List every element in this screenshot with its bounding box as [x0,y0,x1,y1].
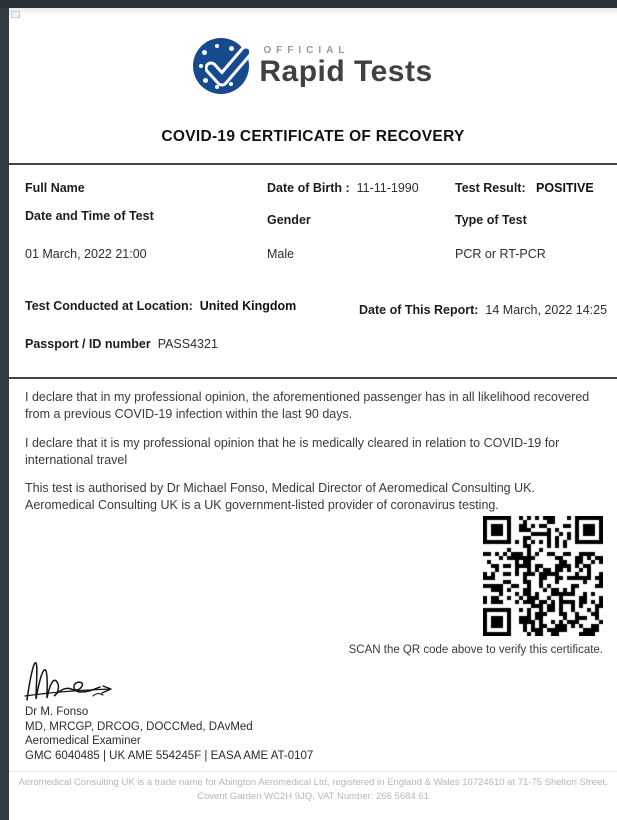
divider-middle [9,377,617,379]
divider-footer [9,771,617,772]
test-result-field [455,181,594,195]
report-date-field [359,303,607,317]
logo-official-label: OFFICIAL [263,45,350,56]
test-datetime-label: Date and Time of Test [25,209,154,223]
certificate-fields [9,165,617,377]
test-result-label: Test Result: [455,181,526,195]
logo-brand-label: Rapid Tests [259,55,433,88]
declarations [25,389,603,526]
footer [9,776,617,804]
qr-code [483,516,603,636]
gender-label: Gender [267,213,311,227]
check-icon [205,46,249,88]
date-of-birth-value: 11-11-1990 [356,181,419,195]
test-location-label: Test Conducted at Location: [25,299,193,313]
test-datetime-value: 01 March, 2022 21:00 [25,247,147,261]
type-of-test-label: Type of Test [455,213,527,227]
footer-line-1: Aeromedical Consulting UK is a trade name for Abington Aeromedical Ltd, registered in England & Wales 10724610 at 71-75 Shelton Street, [18,777,608,788]
report-date-value: 14 March, 2022 14:25 [485,303,608,317]
report-date-label: Date of This Report: [359,303,479,317]
signatory-registrations: GMC 6040485 | UK AME 554245F | EASA AME AT-0107 [25,749,314,762]
viewer-left-edge [0,0,9,820]
footer-line-2: Covent Garden WC2H 9JQ. VAT Number: 266 5684 61 [197,790,429,802]
test-location-value: United Kingdom [199,299,297,313]
viewer-corner-glyph [11,11,20,18]
full-name-label: Full Name [25,181,85,195]
signatory-role: Aeromedical Examiner [25,735,141,748]
passport-value: PASS4321 [157,337,218,351]
logo-text [259,45,432,87]
qr-caption: SCAN the QR code above to verify this certificate. [348,644,603,656]
certificate-title: COVID-19 CERTIFICATE OF RECOVERY [161,128,465,145]
passport-field [25,337,218,351]
date-of-birth-field [267,181,419,195]
test-result-value: POSITIVE [536,181,594,195]
signatory-block [25,706,313,764]
viewer-top-bar [0,0,617,8]
declaration-paragraph: I declare that in my professional opinion, the aforementioned passenger has in all likelihood recovered from a previous COVID-19 infection within the last 90 days. [25,390,590,422]
certificate-page [9,8,617,820]
passport-label: Passport / ID number [25,337,151,351]
signatory-qualifications: MD, MRCGP, DRCOG, DOCCMed, DAvMed [25,720,253,733]
virus-check-icon [193,38,249,94]
date-of-birth-label: Date of Birth : [267,181,350,195]
type-of-test-value: PCR or RT-PCR [455,247,546,261]
declaration-paragraph: I declare that it is my professional opinion that he is medically cleared in relation to COVID-19 for international travel [25,435,560,467]
gender-value: Male [267,247,295,261]
logo [9,38,617,94]
test-location-field [25,299,296,313]
signatory-name: Dr M. Fonso [25,706,89,718]
signature-scribble [23,656,123,708]
declaration-paragraph: This test is authorised by Dr Michael Fonso, Medical Director of Aeromedical Consulting UK. Aeromedical Consulting UK is a UK government-listed provider of coronavirus testing. [25,481,535,513]
